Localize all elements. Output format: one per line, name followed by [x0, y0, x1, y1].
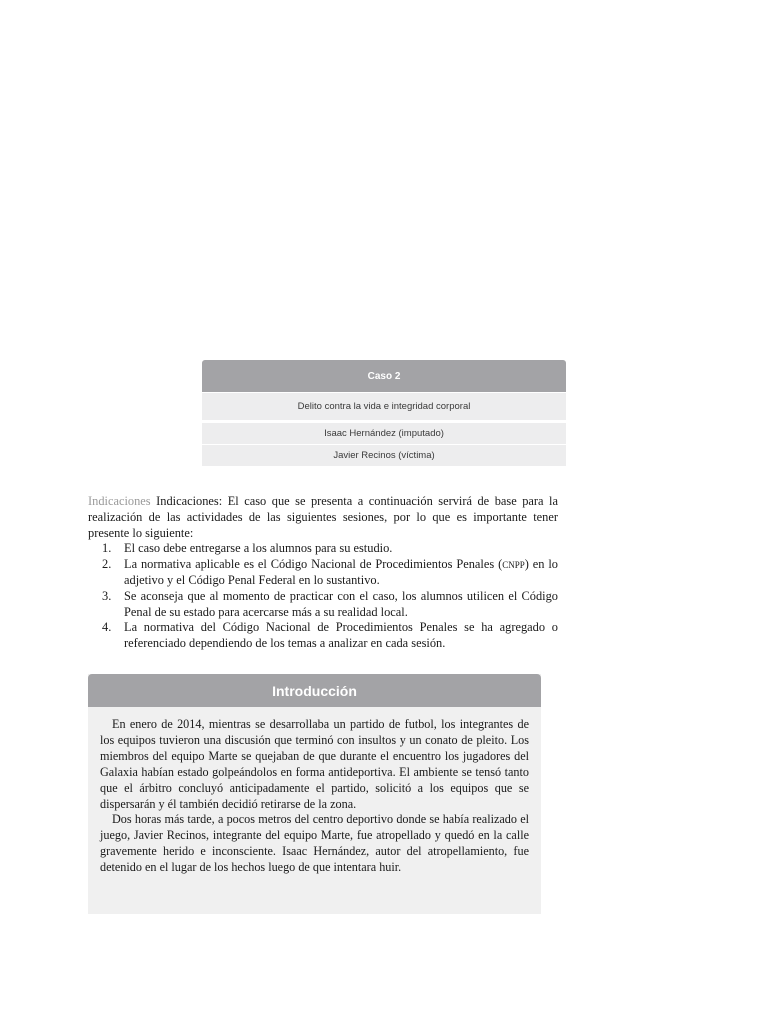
- indications-label: Indicaciones: [88, 494, 151, 508]
- list-text: Se aconseja que al momento de practicar con el caso, los alumnos utilicen el Código Penal de su estado para acercarse más a su realidad local.: [124, 588, 558, 619]
- introduction-paragraph: Dos horas más tarde, a pocos metros del centro deportivo donde se había realizado el juego, Javier Recinos, integrante del equipo Marte, fue atropellado y quedó en la calle gravemente herido e inconsciente. Isaac Hernández, autor del atropellamiento, fue detenido en el lugar de los hechos luego de que intentara huir.: [100, 812, 529, 875]
- list-number: 3.: [102, 588, 112, 603]
- indications-section: [88, 494, 558, 652]
- introduction-box: [88, 674, 541, 914]
- introduction-body: [88, 707, 541, 876]
- indications-intro: [88, 494, 558, 541]
- indications-intro-text: Indicaciones: El caso que se presenta a continuación servirá de base para la realización de las actividades de las siguientes sesiones, por lo que es importante tener presente lo siguiente:: [88, 494, 558, 540]
- list-item: [88, 541, 558, 557]
- case-table: [202, 360, 566, 466]
- list-item: [88, 557, 558, 589]
- case-title: Caso 2: [202, 360, 566, 392]
- list-text: La normativa aplicable es el Código Nacional de Procedimientos Penales (: [124, 557, 503, 572]
- list-number: 2.: [102, 557, 112, 572]
- list-text: ) en lo adjetivo y el Código Penal Federal en lo sustantivo.: [124, 557, 559, 587]
- indications-list: [88, 541, 558, 652]
- case-accused: Isaac Hernández (imputado): [202, 422, 566, 444]
- introduction-title: Introducción: [88, 674, 541, 707]
- case-crime: Delito contra la vida e integridad corporal: [202, 392, 566, 420]
- list-abbr: cnpp: [502, 557, 525, 572]
- introduction-paragraph: En enero de 2014, mientras se desarrollaba un partido de futbol, los integrantes de los equipos tuvieron una discusión que terminó con insultos y un conato de pleito. Los miembros del equipo Marte se quejaban de que durante el encuentro los jugadores del Galaxia habían estado golpeándolos en forma antideportiva. El ambiente se tensó tanto que el árbitro concluyó anticipadamente el partido, solicitó a los equipos que se dispersarán y él también decidió retirarse de la zona.: [100, 717, 529, 811]
- list-item: [88, 620, 558, 652]
- list-text: El caso debe entregarse a los alumnos para su estudio.: [124, 541, 393, 556]
- list-text: La normativa del Código Nacional de Procedimientos Penales se ha agregado o referenciado dependiendo de los temas a analizar en cada sesión.: [124, 620, 558, 651]
- case-victim: Javier Recinos (víctima): [202, 444, 566, 466]
- list-item: [88, 589, 558, 621]
- list-number: 1.: [102, 541, 112, 556]
- list-number: 4.: [102, 620, 112, 635]
